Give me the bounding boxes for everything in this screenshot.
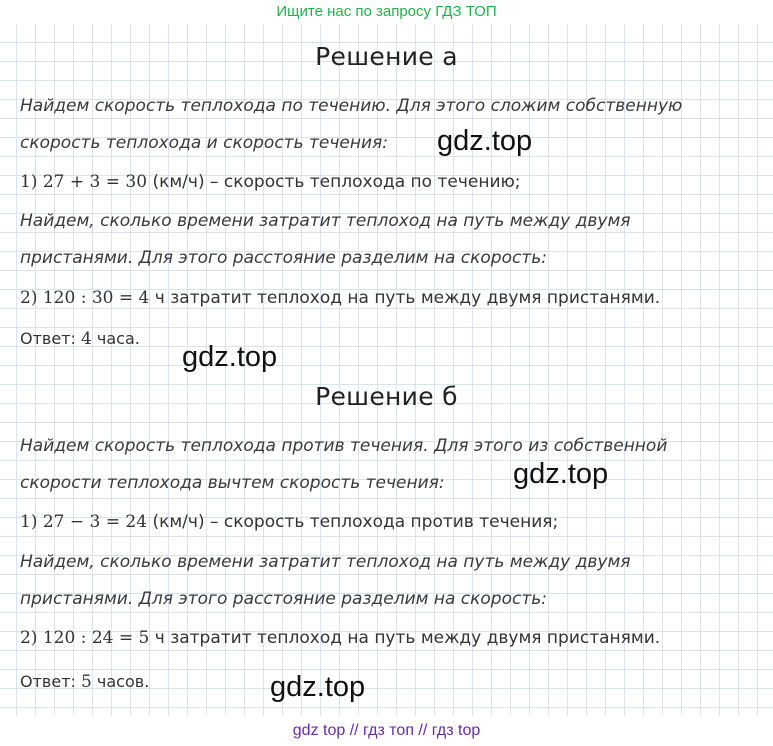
step-number: 1) — [20, 512, 38, 532]
section-b-mid-line2: пристанями. Для этого расстояние разделим на скорость: — [20, 589, 547, 609]
step-number: 2) — [20, 628, 38, 648]
step-number: 1) — [20, 172, 38, 192]
section-a-step2 — [20, 288, 660, 308]
section-b-mid-line1: Найдем, сколько времени затратит теплоход на путь между двумя — [20, 552, 631, 572]
section-b-intro-line1: Найдем скорость теплохода против течения. Для этого из собственной — [20, 436, 668, 456]
watermark-gdz-top: gdz.top — [513, 458, 609, 490]
section-b-step1 — [20, 512, 558, 532]
step-text: ч затратит теплоход на путь между двумя пристанями. — [154, 628, 661, 648]
answer-label: Ответ: — [20, 329, 76, 348]
section-a-mid-line2: пристанями. Для этого расстояние разделим на скорость: — [20, 248, 547, 268]
step-text: (км/ч) – скорость теплохода против течения; — [152, 512, 559, 532]
watermark-gdz-top: gdz.top — [270, 671, 366, 703]
section-b-step2 — [20, 628, 660, 648]
step-expression: 120 : 30 = 4 — [42, 288, 150, 308]
step-expression: 27 − 3 = 24 — [42, 512, 148, 532]
answer-value: 5 — [81, 672, 92, 692]
section-b-intro-line2: скорости теплохода вычтем скорость течения: — [20, 473, 445, 493]
section-a-title: Решение а — [315, 42, 458, 71]
section-a-intro-line1: Найдем скорость теплохода по течению. Для этого сложим собственную — [20, 96, 683, 116]
bottom-banner: gdz top // гдз топ // гдз top — [0, 716, 773, 746]
watermark-gdz-top: gdz.top — [437, 125, 533, 157]
step-expression: 27 + 3 = 30 — [42, 172, 148, 192]
answer-unit: часов. — [96, 672, 150, 691]
answer-value: 4 — [81, 329, 92, 349]
step-expression: 120 : 24 = 5 — [42, 628, 150, 648]
step-text: ч затратит теплоход на путь между двумя пристанями. — [154, 288, 661, 308]
watermark-gdz-top: gdz.top — [182, 341, 278, 373]
step-number: 2) — [20, 288, 38, 308]
answer-unit: часа. — [96, 329, 140, 348]
section-b-title: Решение б — [315, 382, 458, 411]
step-text: (км/ч) – скорость теплохода по течению; — [152, 172, 521, 192]
section-b-answer — [20, 672, 149, 692]
section-a-step1 — [20, 172, 521, 192]
top-banner: Ищите нас по запросу ГДЗ ТОП — [0, 0, 773, 24]
answer-label: Ответ: — [20, 672, 76, 691]
section-a-intro-line2: скорость теплохода и скорость течения: — [20, 133, 388, 153]
section-a-answer — [20, 329, 140, 349]
section-a-mid-line1: Найдем, сколько времени затратит теплоход на путь между двумя — [20, 211, 631, 231]
